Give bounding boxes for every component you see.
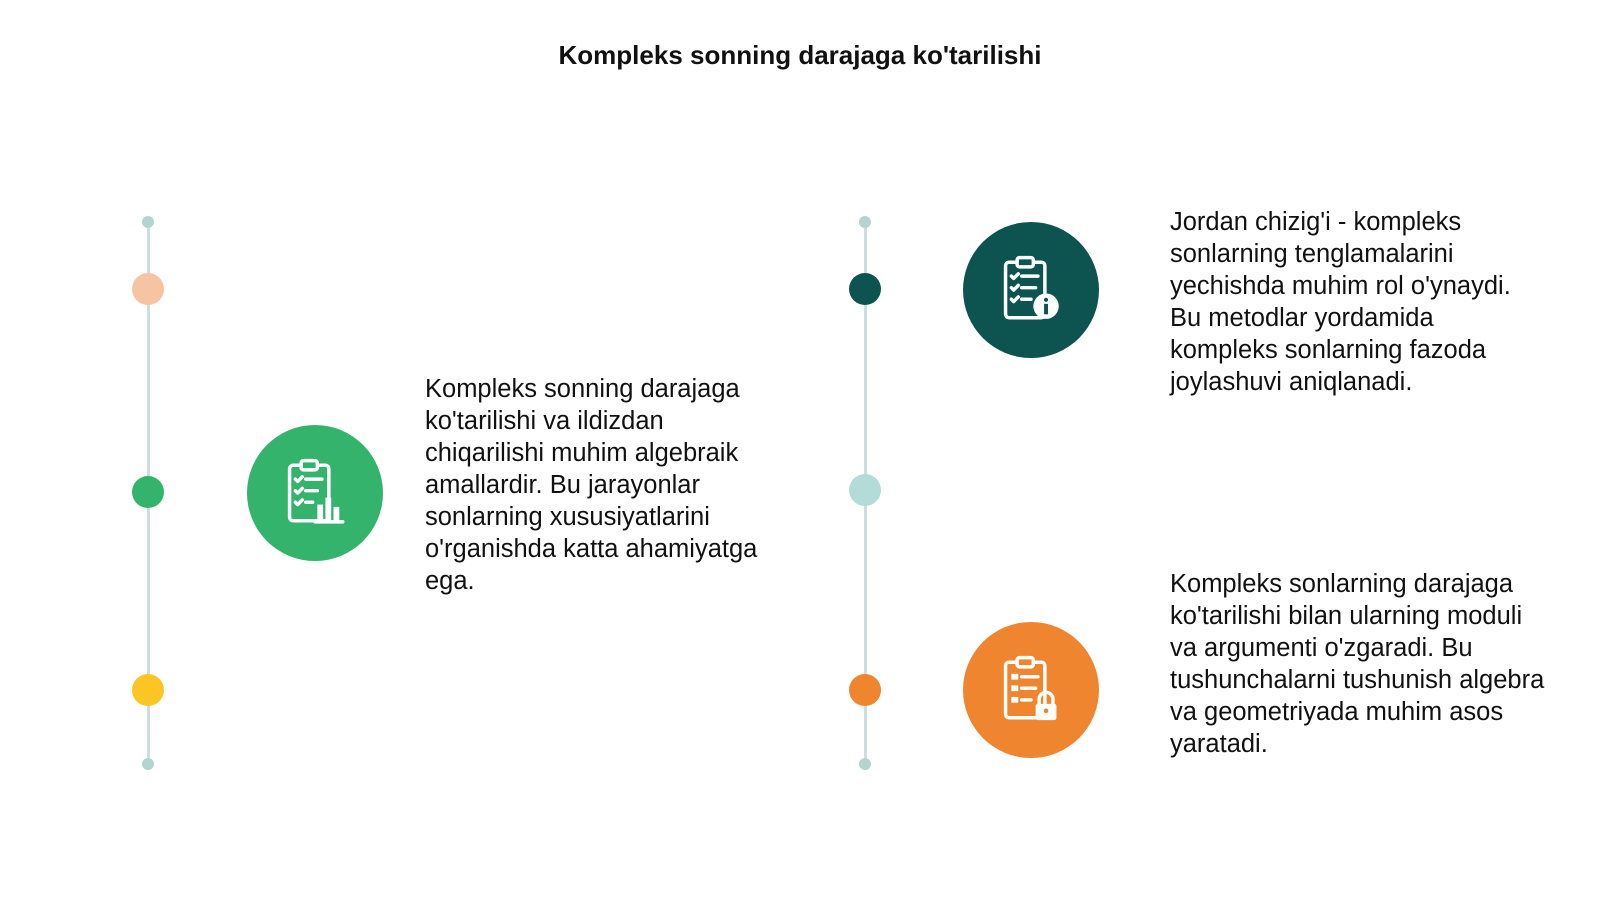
item-1-icon-circle: [247, 425, 383, 561]
item-2-icon-circle: [963, 222, 1099, 358]
left-timeline-top-cap: [142, 216, 154, 228]
right-timeline-top-cap: [859, 216, 871, 228]
clipboard-chart-icon: [278, 456, 352, 530]
left-timeline-dot-yellow: [132, 674, 164, 706]
left-timeline-dot-green: [132, 476, 164, 508]
right-timeline-dot-dark-teal: [849, 273, 881, 305]
item-2-description: Jordan chizig'i - kompleks sonlarning tenglamalarini yechishda muhim rol o'ynaydi. Bu metodlar yordamida kompleks sonlarning fazoda joylashuvi aniqlanadi.: [1170, 208, 1511, 396]
item-3-description: Kompleks sonlarning darajaga ko'tarilishi bilan ularning moduli va argumenti o'zgaradi. Bu tushunchalarni tushunish algebra va geometriyada muhim asos yaratadi.: [1170, 570, 1545, 758]
right-timeline-bottom-cap: [859, 758, 871, 770]
item-1-description: Kompleks sonning darajaga ko'tarilishi va ildizdan chiqarilishi muhim algebraik amallardir. Bu jarayonlar sonlarning xususiyatlarini o'rganishda katta ahamiyatga ega.: [425, 375, 758, 595]
clipboard-lock-icon: [994, 653, 1068, 727]
left-timeline-bottom-cap: [142, 758, 154, 770]
right-timeline-dot-orange: [849, 674, 881, 706]
left-timeline-dot-peach: [132, 273, 164, 305]
right-timeline-dot-light-teal: [849, 474, 881, 506]
item-3-icon-circle: [963, 622, 1099, 758]
page-title: Kompleks sonning darajaga ko'tarilishi: [558, 40, 1042, 70]
clipboard-info-icon: [994, 253, 1068, 327]
